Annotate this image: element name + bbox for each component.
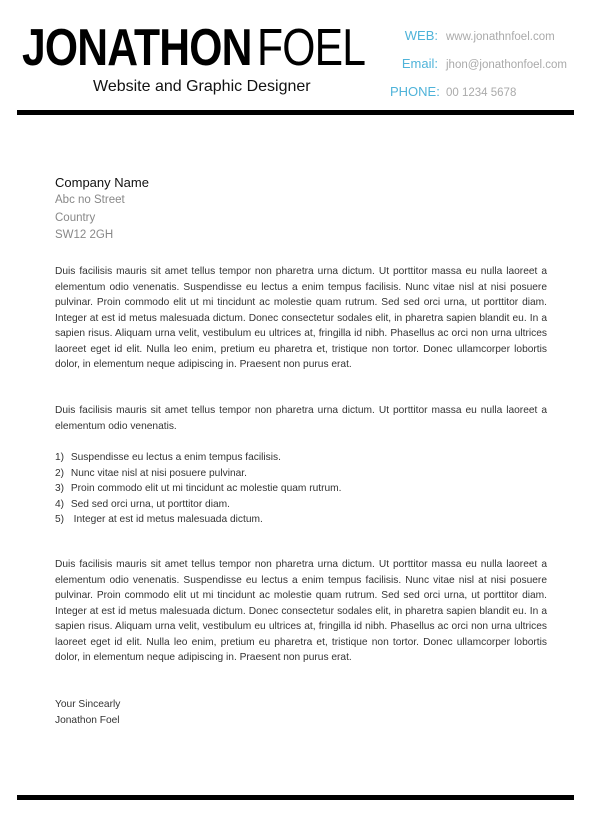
first-name: JONATHON xyxy=(22,19,252,77)
job-title: Website and Graphic Designer xyxy=(93,78,311,95)
list-item: 4) Sed sed orci urna, ut porttitor diam. xyxy=(55,498,230,510)
numbered-list xyxy=(55,450,341,528)
list-item: 3) Proin commodo elit ut mi tincidunt ac molestie quam rutrum. xyxy=(55,483,342,494)
recipient-street: Abc no Street xyxy=(55,194,125,206)
body-paragraph-3: Duis facilisis mauris sit amet tellus tempor non pharetra urna dictum. Ut porttitor massa eu nulla laoreet a elementum odio venenatis. Suspendisse eu lectus a enim tempus facilisis. Nunc vitae nisl at nisi posuere pulvinar. Proin commodo elit ut mi tincidunt ac molestie quam rutrum. Sed sed orci urna, ut porttitor diam. Integer at est id metus malesuada dictum. Donec consectetur sodales elit, in pharetra sapien blandit eu. In a sapien risus. Aliquam urna velit, vestibulum eu ultrices at, fringilla id nibh. Phasellus ac orci non urna ultrices laoreet eget id elit. Nulla leo enim, pretium eu pharetra et, tristique non tortor. Donec ullamcorper lobortis dolor, in elementum neque adipiscing in. Praesent non purus erat. xyxy=(55,559,547,663)
recipient-address xyxy=(55,174,149,245)
body-paragraph-1: Duis facilisis mauris sit amet tellus tempor non pharetra urna dictum. Ut porttitor massa eu nulla laoreet a elementum odio venenatis. Suspendisse eu lectus a enim tempus facilisis. Nunc vitae nisl at nisi posuere pulvinar. Proin commodo elit ut mi tincidunt ac molestie quam rutrum. Sed sed orci urna, ut porttitor diam. Integer at est id metus malesuada dictum. Donec consectetur sodales elit, in pharetra sapien blandit eu. In a sapien risus. Aliquam urna velit, vestibulum eu ultrices at, fringilla id nibh. Phasellus ac orci non urna ultrices laoreet eget id elit. Nulla leo enim, pretium eu pharetra et, tristique non tortor. Donec ullamcorper lobortis dolor, in elementum neque adipiscing in. Praesent non purus erat. xyxy=(55,266,547,370)
contact-block xyxy=(390,28,585,112)
footer-divider xyxy=(17,795,574,800)
contact-email-row xyxy=(390,56,585,84)
web-value[interactable]: www.jonathnfoel.com xyxy=(446,31,555,43)
header-divider xyxy=(17,110,574,115)
contact-phone-row xyxy=(390,84,585,112)
recipient-company: Company Name xyxy=(55,175,149,190)
list-item: 2) Nunc vitae nisl at nisi posuere pulvinar. xyxy=(55,467,247,479)
email-value[interactable]: jhon@jonathonfoel.com xyxy=(446,59,568,71)
web-label: WEB: xyxy=(404,28,438,43)
body-paragraph-2: Duis facilisis mauris sit amet tellus tempor non pharetra urna dictum. Ut porttitor massa eu nulla laoreet a elementum odio venenatis. xyxy=(55,405,547,432)
phone-value: 00 1234 5678 xyxy=(446,87,517,99)
contact-web-row xyxy=(390,28,585,56)
recipient-country: Country xyxy=(55,211,96,224)
signoff xyxy=(55,697,120,728)
closing-line: Your Sincearly xyxy=(55,699,121,710)
signature-name: Jonathon Foel xyxy=(55,714,120,726)
list-item: 1) Suspendisse eu lectus a enim tempus facilisis. xyxy=(55,452,281,463)
list-item: 5) Integer at est id metus malesuada dictum. xyxy=(55,514,263,525)
recipient-postcode: SW12 2GH xyxy=(55,229,114,241)
letterhead-name xyxy=(22,19,366,77)
last-name: FOEL xyxy=(257,19,366,77)
phone-label: PHONE: xyxy=(390,84,440,99)
email-label: Email: xyxy=(401,56,438,71)
